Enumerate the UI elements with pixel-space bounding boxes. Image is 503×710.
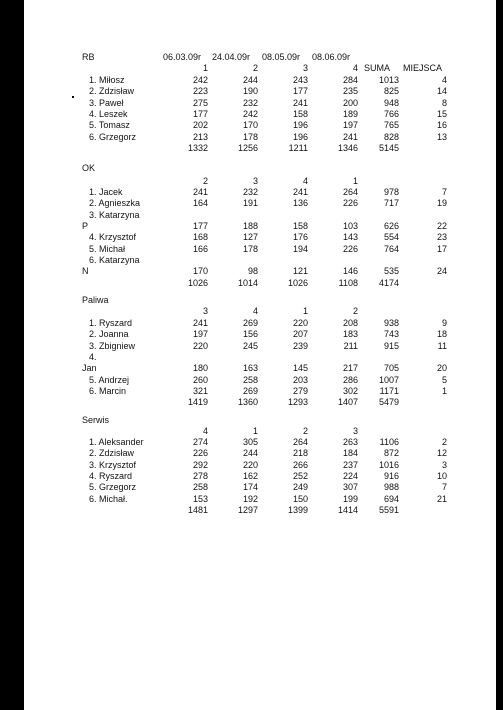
totals-row (0, 143, 503, 154)
table-row (0, 232, 503, 243)
miejsce-cell: 14 (436, 86, 447, 96)
score-cell: 202 (192, 120, 208, 130)
score-cell: 200 (342, 98, 358, 108)
score-cell: 307 (342, 482, 358, 492)
score-cell: 258 (242, 375, 258, 385)
suma-cell: 828 (383, 132, 399, 142)
score-cell: 203 (292, 375, 308, 385)
table-row (0, 98, 503, 109)
score-cell: 121 (292, 266, 308, 276)
order-row (0, 176, 503, 187)
score-cell: 235 (342, 86, 358, 96)
score-cell: 244 (242, 75, 258, 85)
order-cell: 3 (302, 63, 308, 73)
order-row (0, 426, 503, 437)
player-name: 2. Zdzisław (89, 448, 135, 458)
table-row (0, 375, 503, 386)
miejsce-cell: 17 (436, 244, 447, 254)
score-cell: 242 (192, 75, 208, 85)
score-cell: 279 (292, 386, 308, 396)
section-title: RB (82, 52, 95, 62)
score-cell: 103 (342, 221, 358, 231)
order-cell: 3 (202, 306, 208, 316)
player-name: 1. Jacek (89, 187, 123, 197)
score-cell: 1293 (287, 397, 308, 407)
score-cell: 168 (192, 232, 208, 242)
table-row (0, 221, 503, 232)
score-cell: 208 (342, 318, 358, 328)
order-cell: 4 (252, 306, 258, 316)
miejsce-cell: 9 (441, 318, 447, 328)
score-cell: 1481 (187, 505, 208, 515)
score-cell: 1026 (287, 278, 308, 288)
order-cell: 2 (352, 306, 358, 316)
score-cell: 150 (292, 494, 308, 504)
score-cell: 192 (242, 494, 258, 504)
score-cell: 220 (242, 460, 258, 470)
date-header: 08.06.09r (312, 52, 351, 62)
suma-cell: 916 (383, 471, 399, 481)
suma-cell: 766 (383, 109, 399, 119)
suma-cell: 5479 (378, 397, 399, 407)
miejsce-cell: 22 (436, 221, 447, 231)
miejsce-cell: 1 (441, 386, 447, 396)
suma-cell: 764 (383, 244, 399, 254)
suma-cell: 626 (383, 221, 399, 231)
player-name: 5. Michał (89, 244, 126, 254)
score-cell: 174 (242, 482, 258, 492)
score-cell: 220 (292, 318, 308, 328)
score-cell: 197 (192, 329, 208, 339)
table-row (0, 318, 503, 329)
score-cell: 278 (192, 471, 208, 481)
score-cell: 1108 (338, 278, 358, 288)
suma-cell: 694 (383, 494, 399, 504)
player-name: 2. Agnieszka (89, 198, 141, 208)
order-cell: 2 (302, 426, 308, 436)
score-cell: 194 (292, 244, 308, 254)
order-cell: 2 (202, 176, 208, 186)
score-cell: 146 (342, 266, 358, 276)
player-name: 3. Zbigniew (89, 341, 136, 351)
score-cell: 162 (242, 471, 258, 481)
score-cell: 1360 (237, 397, 258, 407)
score-cell: 241 (192, 187, 208, 197)
score-cell: 158 (292, 221, 308, 231)
order-cell: 4 (202, 426, 208, 436)
table-row (0, 198, 503, 209)
section-title-row (0, 295, 503, 306)
score-cell: 226 (342, 198, 358, 208)
score-cell: 239 (292, 341, 308, 351)
score-cell: 302 (342, 386, 358, 396)
suma-cell: 1013 (378, 75, 399, 85)
order-cell: 3 (252, 176, 258, 186)
suma-cell: 938 (383, 318, 399, 328)
score-cell: 223 (192, 86, 208, 96)
score-cell: 237 (342, 460, 358, 470)
score-cell: 207 (292, 329, 308, 339)
player-name: 4. (89, 352, 97, 362)
miejsce-cell: 12 (436, 448, 447, 458)
section-title: Paliwa (82, 295, 109, 305)
score-cell: 98 (247, 266, 258, 276)
score-cell: 183 (342, 329, 358, 339)
section-title-row (0, 163, 503, 174)
score-cell: 275 (192, 98, 208, 108)
score-cell: 241 (292, 98, 308, 108)
miejsce-cell: 10 (436, 471, 447, 481)
score-cell: 284 (342, 75, 358, 85)
suma-cell: 988 (383, 482, 399, 492)
section-title: Serwis (82, 415, 110, 425)
player-name: 1. Miłosz (89, 75, 125, 85)
miejsce-cell: 13 (436, 132, 447, 142)
table-row (0, 341, 503, 352)
suma-cell: 535 (383, 266, 399, 276)
table-row (0, 244, 503, 255)
table-row (0, 109, 503, 120)
miejsce-cell: 11 (437, 341, 447, 351)
table-row (0, 266, 503, 277)
score-cell: 264 (292, 437, 308, 447)
suma-cell: 4174 (378, 278, 399, 288)
table-row (0, 482, 503, 493)
miejsce-cell: 21 (436, 494, 447, 504)
score-cell: 213 (192, 132, 208, 142)
header-row (0, 52, 503, 63)
suma-cell: 872 (383, 448, 399, 458)
score-cell: 178 (242, 244, 258, 254)
totals-row (0, 278, 503, 289)
totals-row (0, 505, 503, 516)
player-name: 5. Andrzej (89, 375, 130, 385)
score-cell: 292 (192, 460, 208, 470)
score-cell: 190 (242, 86, 258, 96)
totals-row (0, 397, 503, 408)
suma-cell: 1016 (378, 460, 399, 470)
order-cell: 1 (202, 63, 208, 73)
score-cell: 263 (342, 437, 358, 447)
miejsce-cell: 18 (436, 329, 447, 339)
table-row (0, 210, 503, 221)
score-cell: 274 (192, 437, 208, 447)
player-name: 3. Paweł (89, 98, 124, 108)
suma-cell: 1106 (379, 437, 399, 447)
score-cell: 266 (292, 460, 308, 470)
score-cell: 260 (192, 375, 208, 385)
player-name: 5. Grzegorz (89, 482, 137, 492)
score-cell: 1026 (187, 278, 208, 288)
table-row (0, 120, 503, 131)
score-cell: 242 (242, 109, 258, 119)
miejsce-cell: 19 (436, 198, 447, 208)
suma-cell: 765 (383, 120, 399, 130)
score-cell: 1014 (237, 278, 258, 288)
score-cell: 177 (292, 86, 308, 96)
score-cell: 286 (342, 375, 358, 385)
table-row (0, 386, 503, 397)
suma-cell: 5591 (378, 505, 399, 515)
table-row (0, 75, 503, 86)
score-cell: 1297 (237, 505, 258, 515)
score-cell: 1407 (337, 397, 358, 407)
score-cell: 188 (242, 221, 258, 231)
score-cell: 158 (292, 109, 308, 119)
player-name: 6. Katarzyna (89, 255, 140, 265)
score-cell: 143 (342, 232, 358, 242)
score-cell: 244 (242, 448, 258, 458)
score-cell: 180 (192, 363, 208, 373)
score-cell: 136 (292, 198, 308, 208)
score-cell: 220 (192, 341, 208, 351)
date-header: 08.05.09r (262, 52, 301, 62)
date-header: 06.03.09r (163, 52, 202, 62)
miejsce-cell: 4 (441, 75, 447, 85)
score-cell: 249 (292, 482, 308, 492)
score-cell: 245 (242, 341, 258, 351)
score-cell: 145 (292, 363, 308, 373)
score-cell: 321 (192, 386, 208, 396)
suma-cell: 825 (383, 86, 399, 96)
order-cell: 4 (302, 176, 308, 186)
suma-cell: 743 (383, 329, 399, 339)
score-cell: 153 (192, 494, 208, 504)
table-row (0, 448, 503, 459)
table-row (0, 494, 503, 505)
table-row (0, 352, 503, 363)
score-cell: 163 (242, 363, 258, 373)
score-cell: 196 (292, 132, 308, 142)
score-cell: 1399 (287, 505, 308, 515)
suma-cell: 1007 (378, 375, 399, 385)
player-name: N (82, 266, 89, 276)
player-name: 5. Tomasz (89, 120, 130, 130)
player-name: 6. Michał. (89, 494, 128, 504)
score-cell: 217 (342, 363, 358, 373)
score-cell: 177 (192, 221, 208, 231)
score-cell: 1346 (337, 143, 358, 153)
suma-cell: 1171 (379, 386, 399, 396)
date-header: 24.04.09r (212, 52, 251, 62)
score-cell: 189 (342, 109, 358, 119)
score-cell: 232 (242, 98, 258, 108)
table-row (0, 363, 503, 374)
score-cell: 243 (292, 75, 308, 85)
score-cell: 269 (242, 386, 258, 396)
score-cell: 156 (242, 329, 258, 339)
order-cell: 3 (352, 426, 358, 436)
score-cell: 1419 (187, 397, 208, 407)
miejsce-cell: 20 (436, 363, 447, 373)
order-cell: 1 (252, 426, 258, 436)
order-cell: 1 (302, 306, 308, 316)
player-name: 6. Marcin (89, 386, 127, 396)
miejsce-cell: 16 (436, 120, 447, 130)
score-cell: 258 (192, 482, 208, 492)
score-cell: 252 (292, 471, 308, 481)
miejsce-cell: 2 (441, 437, 447, 447)
score-cell: 269 (242, 318, 258, 328)
suma-header: SUMA (364, 63, 391, 73)
player-name: 4. Leszek (89, 109, 128, 119)
miejsce-cell: 15 (436, 109, 447, 119)
suma-cell: 948 (383, 98, 399, 108)
miejsce-cell: 5 (441, 375, 447, 385)
table-row (0, 187, 503, 198)
player-name: 2. Joanna (89, 329, 129, 339)
section-title-row (0, 415, 503, 426)
miejsce-cell: 8 (441, 98, 447, 108)
score-cell: 170 (242, 120, 258, 130)
player-name: 4. Ryszard (89, 471, 133, 481)
score-cell: 241 (192, 318, 208, 328)
score-cell: 211 (343, 341, 358, 351)
score-cell: 241 (292, 187, 308, 197)
player-name: 2. Zdzisław (89, 86, 135, 96)
score-cell: 177 (192, 109, 208, 119)
miejsca-header: MIEJSCA (403, 63, 443, 73)
player-name: Jan (82, 363, 97, 373)
player-name: 4. Krzysztof (89, 232, 137, 242)
table-row (0, 132, 503, 143)
miejsce-cell: 7 (441, 187, 447, 197)
miejsce-cell: 23 (436, 232, 447, 242)
order-row (0, 63, 503, 74)
player-name: 1. Ryszard (89, 318, 133, 328)
score-cell: 241 (342, 132, 358, 142)
table-row (0, 329, 503, 340)
order-cell: 4 (352, 63, 358, 73)
suma-cell: 554 (383, 232, 399, 242)
score-cell: 226 (342, 244, 358, 254)
score-cell: 1332 (187, 143, 208, 153)
score-cell: 1414 (337, 505, 358, 515)
score-cell: 166 (192, 244, 208, 254)
section-title: OK (82, 163, 96, 173)
table-row (0, 437, 503, 448)
score-cell: 197 (342, 120, 358, 130)
score-cell: 178 (242, 132, 258, 142)
miejsce-cell: 3 (441, 460, 447, 470)
score-cell: 176 (292, 232, 308, 242)
score-cell: 170 (192, 266, 208, 276)
player-name: 1. Aleksander (89, 437, 144, 447)
order-cell: 2 (252, 63, 258, 73)
suma-cell: 705 (383, 363, 399, 373)
suma-cell: 915 (383, 341, 399, 351)
player-name: 3. Katarzyna (89, 210, 140, 220)
score-cell: 264 (342, 187, 358, 197)
table-row (0, 255, 503, 266)
order-row (0, 306, 503, 317)
score-cell: 232 (242, 187, 258, 197)
score-cell: 184 (342, 448, 358, 458)
suma-cell: 717 (383, 198, 399, 208)
score-cell: 305 (242, 437, 258, 447)
score-cell: 127 (242, 232, 258, 242)
player-name: P (82, 221, 89, 231)
order-cell: 1 (352, 176, 358, 186)
miejsce-cell: 24 (436, 266, 447, 276)
score-cell: 199 (342, 494, 358, 504)
score-cell: 1211 (288, 143, 308, 153)
suma-cell: 978 (383, 187, 399, 197)
score-cell: 1256 (237, 143, 258, 153)
score-cell: 164 (192, 198, 208, 208)
player-name: 6. Grzegorz (89, 132, 137, 142)
score-cell: 224 (342, 471, 358, 481)
table-row (0, 86, 503, 97)
score-cell: 196 (292, 120, 308, 130)
table-row (0, 471, 503, 482)
miejsce-cell: 7 (441, 482, 447, 492)
player-name: 3. Krzysztof (89, 460, 137, 470)
table-row (0, 460, 503, 471)
score-cell: 191 (242, 198, 258, 208)
score-cell: 218 (292, 448, 308, 458)
suma-cell: 5145 (378, 143, 399, 153)
score-cell: 226 (192, 448, 208, 458)
